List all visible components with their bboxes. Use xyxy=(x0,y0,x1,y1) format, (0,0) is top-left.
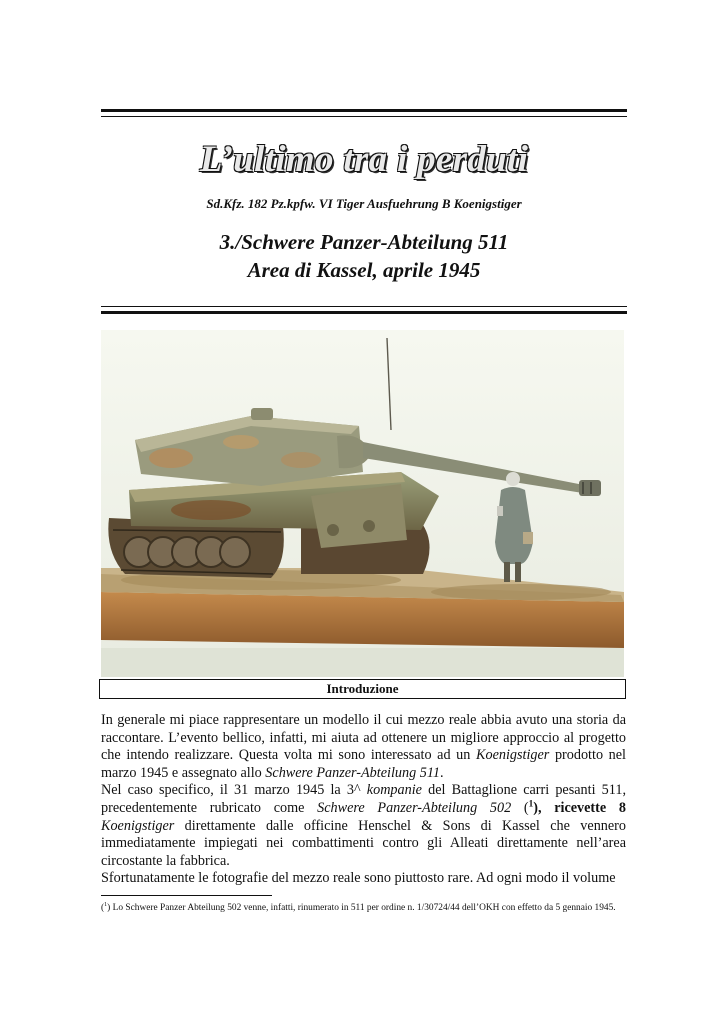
page-subtitle: Sd.Kfz. 182 Pz.kpfw. VI Tiger Ausfuehrung B Koenigstiger xyxy=(206,196,522,211)
header-rule-bottom xyxy=(101,306,627,314)
tank-model-photo xyxy=(101,330,624,677)
footnote-marker: 1 xyxy=(104,901,108,908)
unit-line-1: 3./Schwere Panzer-Abteilung 511 xyxy=(219,230,509,254)
paragraph-1: In generale mi piace rappresentare un modello il cui mezzo reale abbia avuto una storia da raccontare. L’evento bellico, infatti, mi aiuta ad ottenere un migliore approccio al progetto che intendo realizzare. Questa volta mi sono interessato ad un Koenigstiger prodotto nel marzo 1945 e assegnato allo Schwere Panzer-Abteilung 511. xyxy=(101,712,626,781)
body-text xyxy=(101,712,626,888)
paragraph-3: Sfortunatamente le fotografie del mezzo reale sono piuttosto rare. Ad ogni modo il volume xyxy=(101,870,616,887)
header-rule-top xyxy=(101,109,627,117)
footnote-reference[interactable]: 1 xyxy=(528,798,534,809)
footnote-rule xyxy=(101,895,272,896)
section-heading: Introduzione xyxy=(99,679,626,699)
unit-line-2: Area di Kassel, aprile 1945 xyxy=(247,258,481,282)
unit-heading xyxy=(101,228,627,284)
page-title: L’ultimo tra i perduti xyxy=(199,139,529,180)
paragraph-2: Nel caso specifico, il 31 marzo 1945 la 3^ kompanie del Battaglione carri pesanti 511, precedentemente rubricato come Schwere Panzer-Abteilung 502 ($^1$), ricevette 8 Koenigstiger direttamente dalle officine Henschel & Sons di Kassel che vennero immediatamente impiegati nei combattimenti contro gli Alleati direttamente nell’area circostante la fabbrica. xyxy=(101,782,626,869)
footnote: ($^1$) Lo Schwere Panzer Abteilung 502 venne, infatti, rinumerato in 511 per ordine n. 1/30724/44 dell’OKH con effetto da 5 gennaio 1945. xyxy=(101,901,616,913)
footnote-text: Lo Schwere Panzer Abteilung 502 venne, infatti, rinumerato in 511 per ordine n. 1/30724/44 dell’OKH con effetto da 5 gennaio 1945. xyxy=(110,903,616,913)
